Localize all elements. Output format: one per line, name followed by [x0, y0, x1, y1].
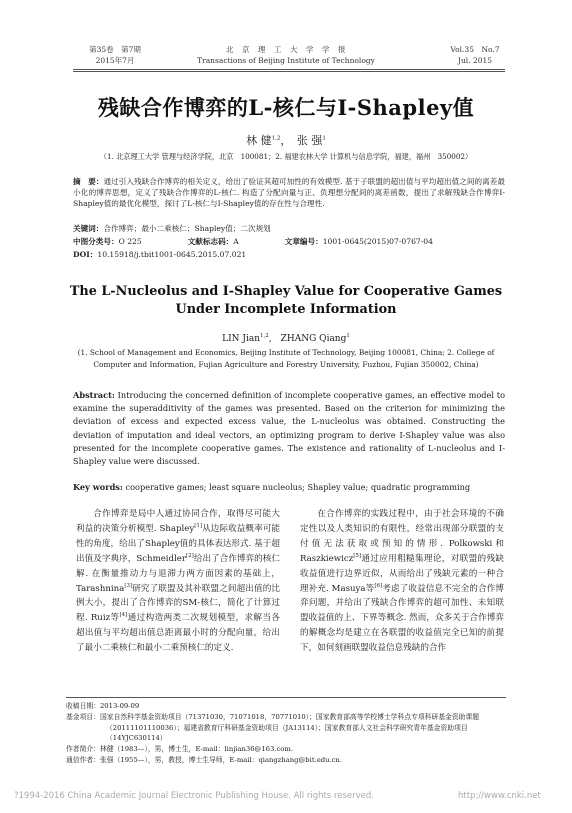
- author-separator-en: , ZHANG Qiang: [268, 334, 347, 344]
- author-affil-mark-en: 1,2: [260, 333, 269, 339]
- body-text: 从边际收益概率可能性的角度，给出了Shapley值的具体表达形式. 基于超出值及字典序，Schmeidler: [76, 523, 280, 564]
- keywords-cn-text: 合作博弈；最小二乘核仁；Shapley值；二次规划: [103, 224, 271, 233]
- footnote-rule: [66, 697, 506, 698]
- clc-value: O 225: [118, 237, 142, 246]
- body-text: 合作博弈是局中人通过协同合作，取得尽可能大利益的决策分析模型. Shapley: [76, 509, 280, 534]
- author-affil-mark-en: 1: [346, 333, 350, 339]
- body-text: 考虑了收益信息不完全的合作博弈问题，并给出了残缺合作博弈的超可加性、未知联盟收益值的上、下界等概念. 然而，众多关于合作博弈的解概念均是建立在各联盟的收益值完全已知的前提下，如何刻画联盟收益信息残缺的合作: [300, 583, 504, 654]
- citation[interactable]: [5]: [353, 552, 362, 559]
- affiliation-cn: （1. 北京理工大学 管理与经济学院，北京 100081；2. 福建农林大学 计算机与信息学院，福建，福州 350002）: [99, 152, 473, 161]
- citation[interactable]: [1]: [194, 523, 203, 530]
- citation[interactable]: [6]: [374, 582, 383, 589]
- footnotes: [66, 701, 506, 766]
- citation[interactable]: [2]: [186, 552, 194, 559]
- received-label: 收稿日期：: [66, 702, 100, 710]
- doi-line: [73, 249, 505, 260]
- authors-cn: [60, 132, 512, 148]
- abstract-cn-label: 摘 要：: [73, 177, 104, 186]
- affiliation-en-line1: (1. School of Management and Economics, Beijing Institute of Technology, Beijing 100081, China; 2. College of: [77, 348, 495, 357]
- doi-label: DOI：: [73, 250, 98, 259]
- body-text: 通过构造两类二次规划模型，求解当各超出值与平均超出值总距离最小时的分配向量，给出了最小二乘核仁和最小二乘预核仁的定义.: [76, 613, 280, 654]
- abstract-cn-text: 通过引入残缺合作博弈的相关定义，给出了验证其超可加性的有效模型. 基于子联盟的超出值与平均超出值之间的离差最小化的博弈思想，定义了残缺合作博弈的L-核仁. 构造了分配向量与正、负理想分配间的离差函数，提出了求解残缺合作博弈I-Shapley值的最优化模型，探讨了L-核仁与I-Shapley值的存在性与合理性.: [73, 177, 505, 208]
- article-id-value: 1001-0645(2015)07-0767-04: [322, 237, 433, 246]
- volume-number-en: Vol.35 No.7: [450, 45, 500, 54]
- citation[interactable]: [4]: [119, 612, 128, 619]
- body-left-column: [76, 507, 280, 656]
- author-bio-value: 林健（1983—），男，博士生，E-mail：linjian36@163.com.: [99, 745, 293, 754]
- affiliation-en: [70, 347, 502, 371]
- body-text: 在合作博弈的实践过程中，由于社会环境的不确定性以及人类知识的有限性，经常出现部分联盟的支付值无法获取或预知的情形. Polkowski和Raszkiewicz: [300, 509, 504, 564]
- abstract-en: [73, 389, 505, 468]
- paper-title-en-line2: Under Incomplete Information: [175, 302, 397, 317]
- author-name: 林 健: [246, 134, 272, 147]
- doc-code-value: A: [233, 237, 239, 246]
- received-value: 2013-09-09: [99, 702, 140, 710]
- abstract-en-label: Abstract:: [73, 390, 115, 400]
- article-id-label: 文章编号：: [284, 237, 323, 246]
- keywords-en-text: cooperative games; least square nucleolus; Shapley value; quadratic programming: [122, 482, 471, 492]
- body-text: 研究了联盟及其补联盟之间超出值的比例大小，提出了合作博弈的SM-核仁，简化了计算过程. Ruiz等: [76, 583, 280, 624]
- body-text: 给出了合作博弈的核仁解. 在衡量推动力与退滞力两方面因素的基础上，Tarashnina: [76, 553, 280, 594]
- author-bio: [66, 744, 506, 755]
- fund-value: 国家自然科学基金资助项目（71371030，71071018，70771010）；国家教育部高等学校博士学科点专项科研基金资助课题（20111101110036）；福建省教育厅科研基金资助项目（JA13114）；国家教育部人文社会科学研究青年基金资助项目（14YJC630114）: [99, 712, 480, 743]
- clc-label: 中图分类号：: [73, 237, 119, 246]
- author-bio-label: 作者简介：: [66, 745, 100, 754]
- cnki-url[interactable]: http://www.cnki.net: [458, 791, 541, 801]
- author-affil-mark: 1,2: [271, 135, 281, 142]
- citation[interactable]: [3]: [124, 582, 133, 589]
- abstract-cn: [73, 176, 505, 209]
- received-date: [66, 701, 506, 712]
- author-name-en: LIN Jian: [222, 334, 261, 344]
- doc-code-label: 文献标志码：: [187, 237, 234, 246]
- header-center: [170, 44, 402, 66]
- corresponding-author: [66, 755, 506, 766]
- header-right: [430, 44, 520, 66]
- header-left: [60, 44, 170, 66]
- body-right-column: [300, 507, 504, 656]
- classification-cn: [73, 236, 505, 247]
- body-text: 通过应用粗糙集理论，对联盟的残缺收益值进行边界近似，从而给出了残缺元素的一种合理补充. Masuya等: [300, 553, 504, 594]
- keywords-cn: [73, 223, 505, 234]
- journal-name-en: Transactions of Beijing Institute of Technology: [197, 56, 375, 65]
- volume-issue: 第35卷 第7期: [89, 45, 141, 54]
- copyright-watermark: ?1994-2016 China Academic Journal Electronic Publishing House. All rights reserved.: [14, 791, 374, 801]
- keywords-cn-label: 关键词：: [73, 224, 104, 233]
- date-en: Jul. 2015: [457, 56, 493, 65]
- fund-label: 基金项目：: [66, 712, 100, 721]
- paper-title-en-line1: The L-Nucleolus and I-Shapley Value for Cooperative Games: [69, 284, 503, 299]
- paper-title-en: [60, 283, 512, 319]
- fund-info: [66, 712, 506, 744]
- authors-en: [60, 331, 512, 344]
- author-affil-mark: 1: [322, 135, 326, 142]
- header-rule-bottom: [73, 71, 505, 72]
- contact-value: 张强（1955—），男，教授，博士生导师，E-mail：qiangzhang@bit.edu.cn.: [99, 755, 342, 764]
- author-separator: ， 张 强: [280, 134, 323, 147]
- header-rule-top: [73, 69, 505, 70]
- publication-date: 2015年7月: [95, 56, 135, 65]
- keywords-en: [73, 481, 505, 494]
- doi-value: 10.15918/j.tbit1001-0645.2015.07.021: [97, 250, 247, 259]
- contact-label: 通信作者：: [66, 755, 100, 764]
- journal-name-cn: 北 京 理 工 大 学 学 报: [226, 45, 346, 54]
- keywords-en-label: Key words:: [73, 482, 123, 492]
- abstract-en-text: Introducing the concerned definition of incomplete cooperative games, an effective model to examine the superadditivity of the games was presented. Based on the criterion for minimizing the deviation of excess and expected excess value, the L-nucleolus was obtained. Constructing the deviation of imputation and ideal vectors, an optimizing program to derive I-Shapley value was also presented for the incomplete cooperative games. The existence and rationality of L-nucleolus and I-Shapley value were discussed.: [73, 390, 505, 467]
- paper-title-cn: 残缺合作博弈的L-核仁与I-Shapley值: [97, 95, 475, 120]
- affiliation-en-line2: Computer and Information, Fujian Agriculture and Forestry University, Fuzhou, Fujian 350002, China): [93, 360, 479, 369]
